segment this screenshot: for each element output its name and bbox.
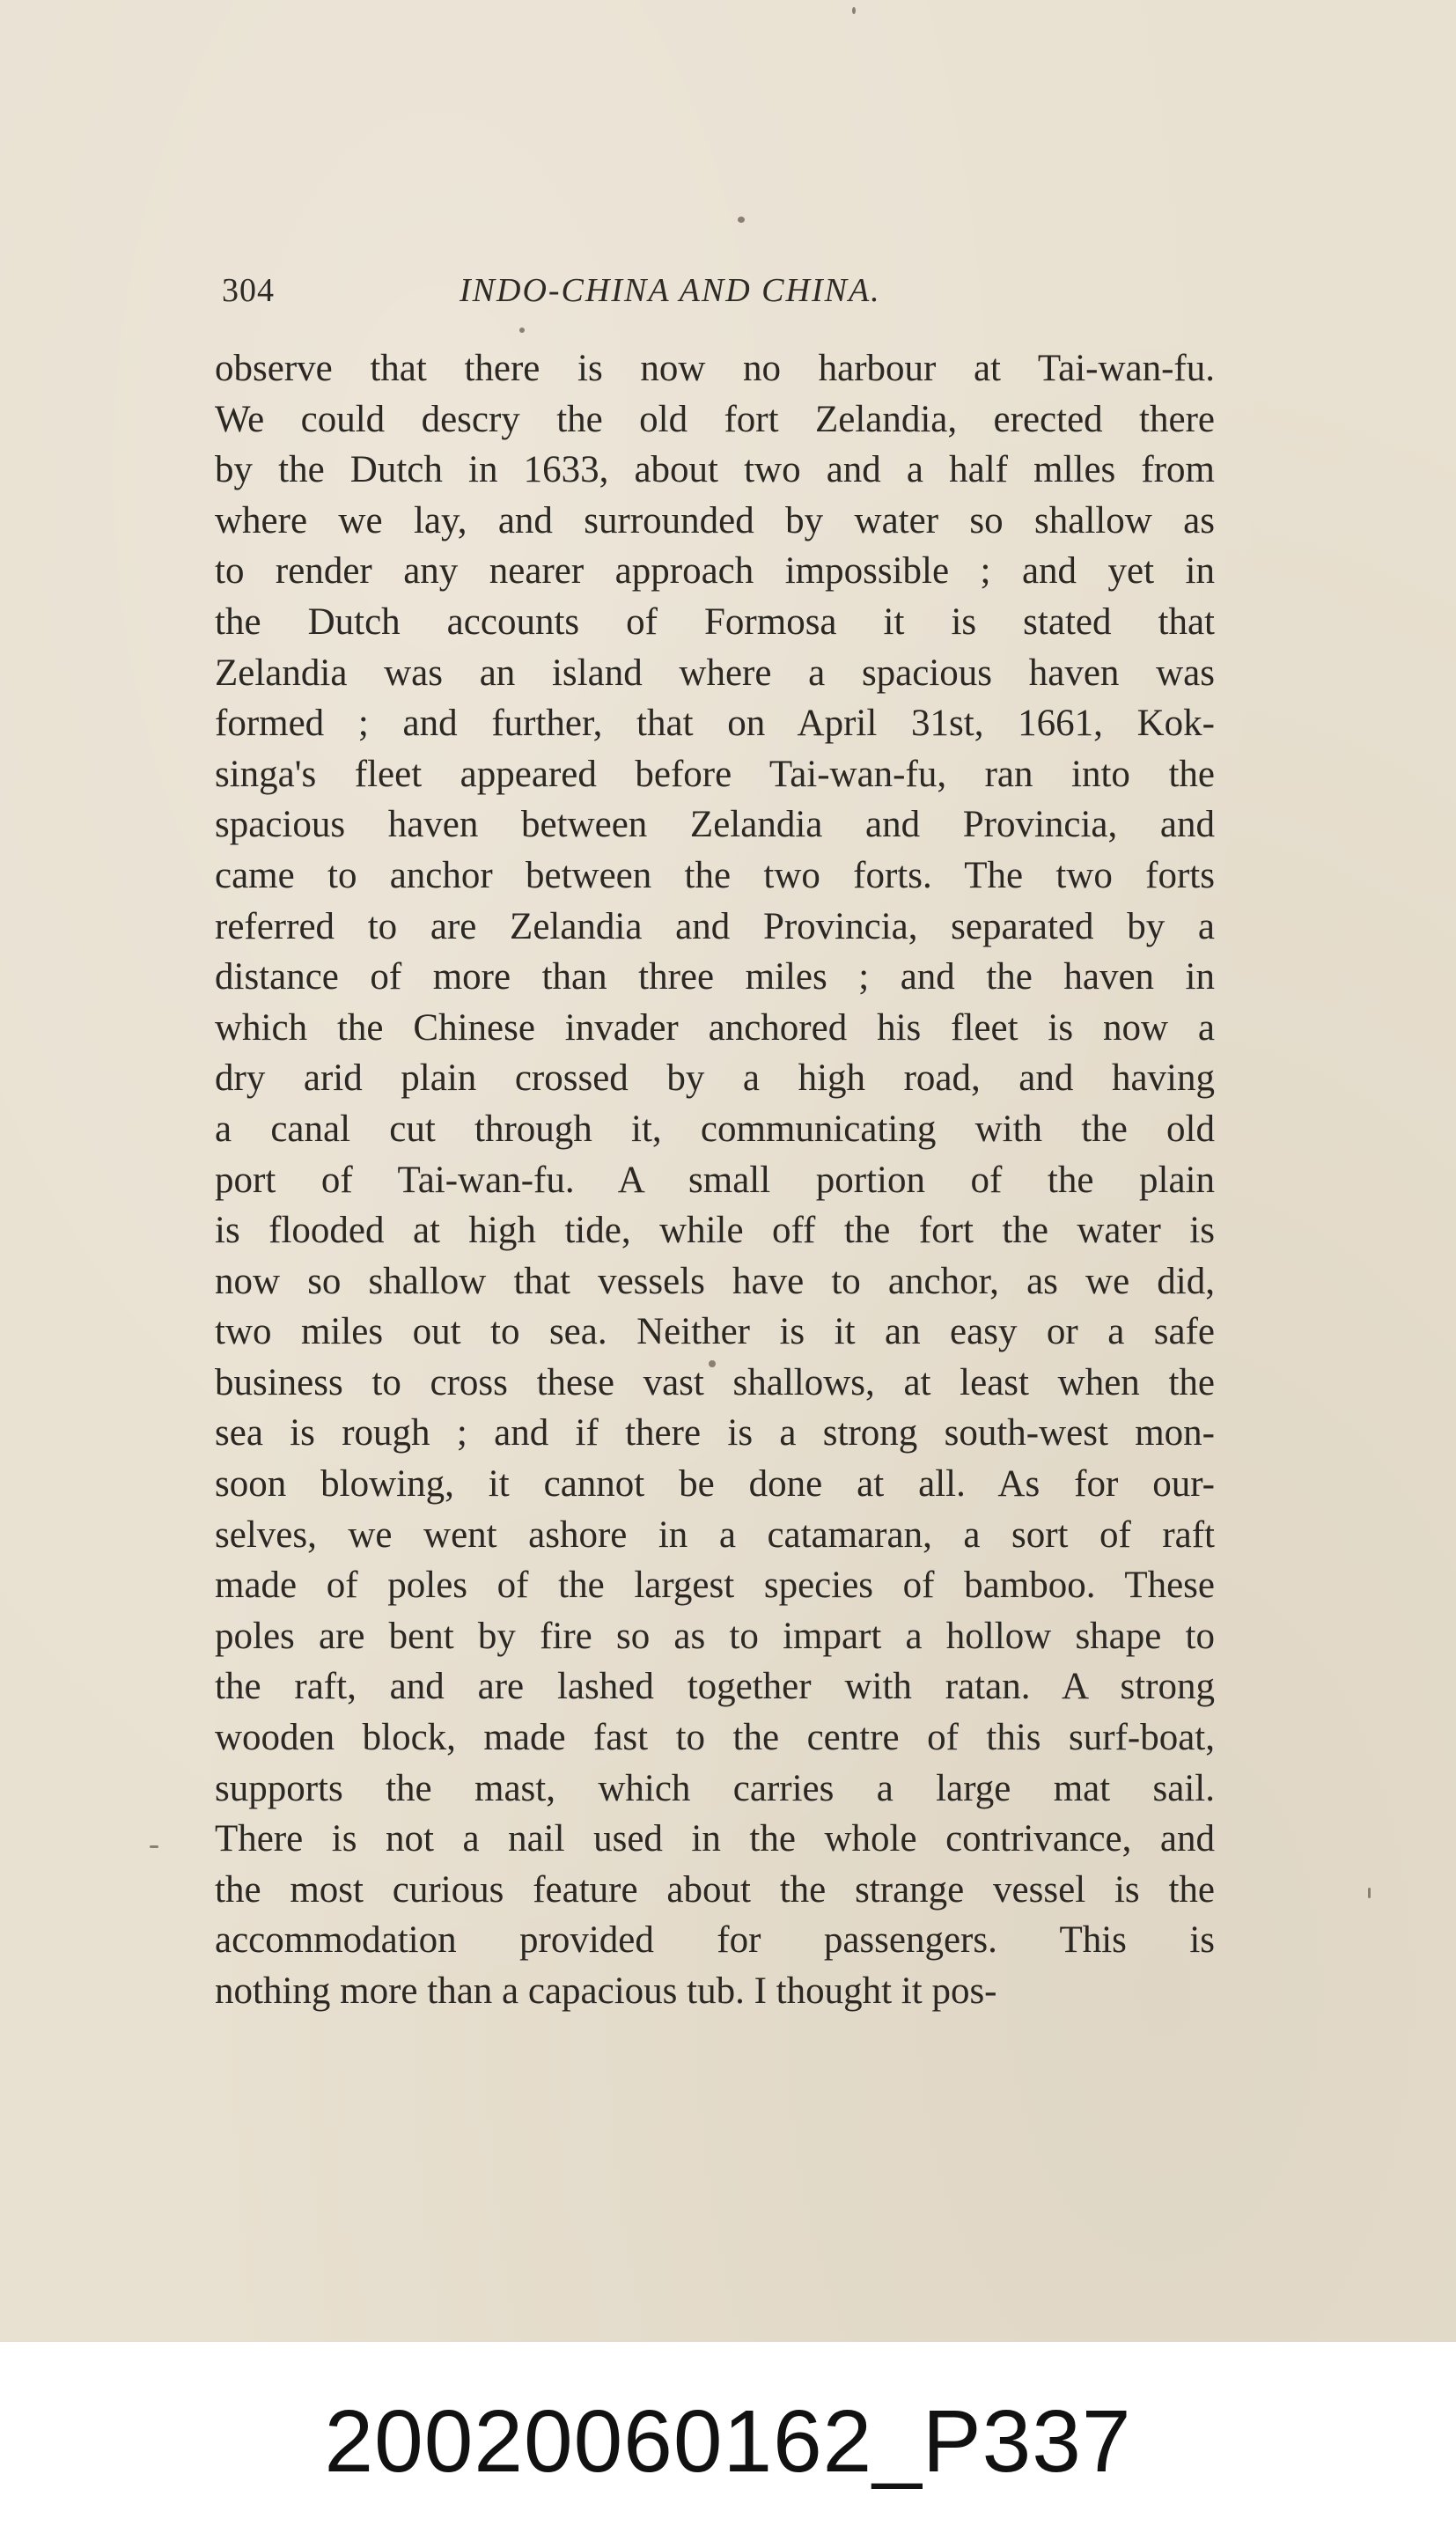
text-line: is flooded at high tide, while off the fort the water is xyxy=(215,1210,1215,1252)
text-line: There is not a nail used in the whole contrivance, and xyxy=(215,1818,1215,1860)
text-line: port of Tai-wan-fu. A small portion of the plain xyxy=(215,1159,1215,1201)
text-line: dry arid plain crossed by a high road, and having xyxy=(215,1057,1215,1100)
text-line: business to cross these vast shallows, at least when the xyxy=(215,1361,1215,1403)
text-line: to render any nearer approach impossible ; and yet in xyxy=(215,550,1215,593)
text-line: now so shallow that vessels have to anchor, as we did, xyxy=(215,1260,1215,1302)
text-line: observe that there is now no harbour at Tai-wan-fu. xyxy=(215,348,1215,389)
text-line: singa's fleet appeared before Tai-wan-fu, ran into the xyxy=(215,753,1215,795)
paper-speck xyxy=(852,7,856,14)
paper-speck xyxy=(519,328,525,333)
text-line: the raft, and are lashed together with ratan. A strong xyxy=(215,1666,1215,1708)
page-header xyxy=(222,271,1225,315)
text-line: made of poles of the largest species of bamboo. These xyxy=(215,1565,1215,1607)
text-line: where we lay, and surrounded by water so shallow as xyxy=(215,499,1215,541)
text-line: soon blowing, it cannot be done at all. As for our- xyxy=(215,1463,1215,1506)
text-line: We could descry the old fort Zelandia, erected there xyxy=(215,398,1215,440)
text-line: two miles out to sea. Neither is it an easy or a safe xyxy=(215,1311,1215,1353)
text-line: the Dutch accounts of Formosa it is stated that xyxy=(215,600,1215,643)
text-line: referred to are Zelandia and Provincia, separated by a xyxy=(215,905,1215,947)
text-line: which the Chinese invader anchored his fleet is now a xyxy=(215,1006,1215,1049)
text-line: supports the mast, which carries a large mat sail. xyxy=(215,1767,1215,1809)
text-line: came to anchor between the two forts. The two forts xyxy=(215,854,1215,896)
text-line: poles are bent by fire so as to impart a hollow shape to xyxy=(215,1615,1215,1657)
text-line: formed ; and further, that on April 31st, 1661, Kok- xyxy=(215,703,1215,745)
text-line: spacious haven between Zelandia and Provincia, and xyxy=(215,804,1215,846)
text-line: selves, we went ashore in a catamaran, a sort of raft xyxy=(215,1513,1215,1556)
text-line: a canal cut through it, communicating with the old xyxy=(215,1108,1215,1150)
text-line: the most curious feature about the strange vessel is the xyxy=(215,1868,1215,1911)
catalog-footer xyxy=(0,2342,1456,2548)
running-head: INDO-CHINA AND CHINA. xyxy=(460,272,881,309)
text-line: distance of more than three miles ; and the haven in xyxy=(215,956,1215,998)
page-number: 304 xyxy=(222,272,275,309)
text-line: nothing more than a capacious tub. I thought it pos- xyxy=(215,1970,997,2012)
paper-speck xyxy=(150,1845,158,1848)
text-line: sea is rough ; and if there is a strong south-west mon- xyxy=(215,1412,1215,1454)
text-line: Zelandia was an island where a spacious haven was xyxy=(215,652,1215,694)
catalog-id: 20020060162_P337 xyxy=(324,2392,1132,2491)
paper-speck xyxy=(1368,1888,1371,1898)
paper-speck xyxy=(738,217,745,223)
body-text xyxy=(215,343,1215,2017)
text-line: accommodation provided for passengers. This is xyxy=(215,1919,1215,1962)
text-line: by the Dutch in 1633, about two and a half mlles from xyxy=(215,449,1215,491)
text-line: wooden block, made fast to the centre of this surf-boat, xyxy=(215,1717,1215,1759)
